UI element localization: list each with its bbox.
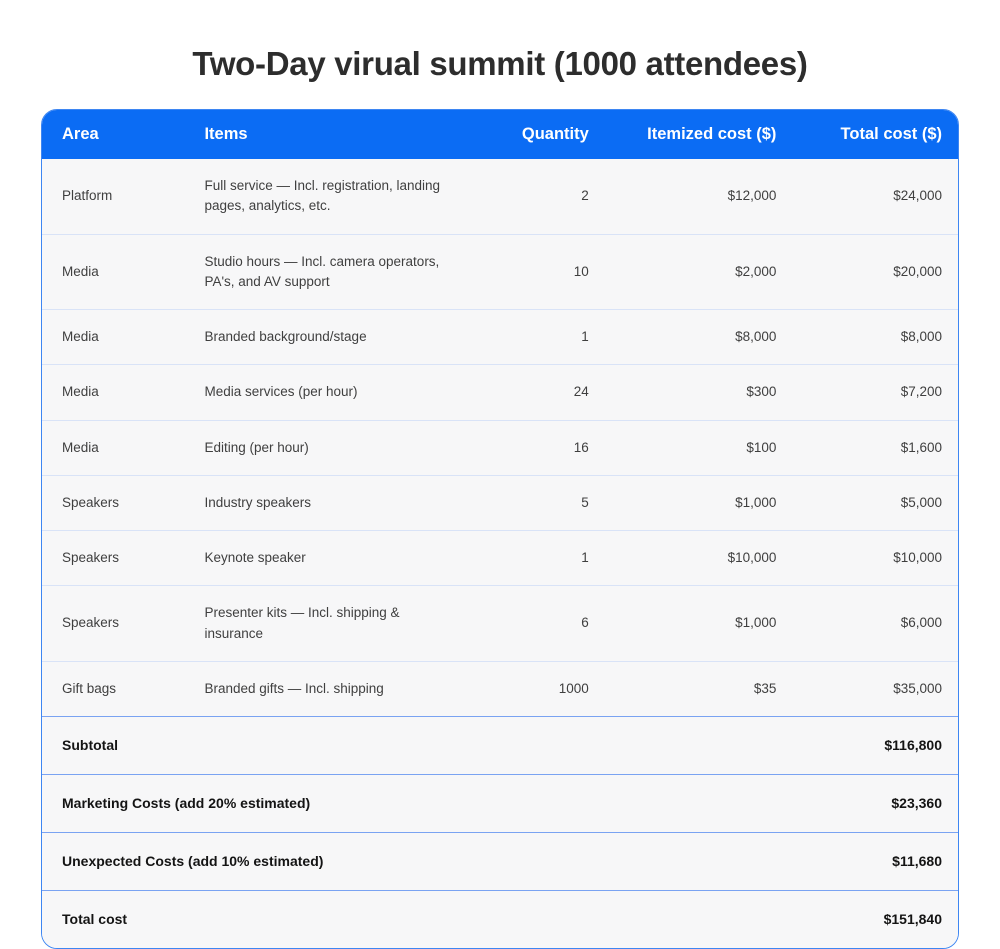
cell-total-cost: $1,600 bbox=[792, 420, 958, 475]
table-row bbox=[42, 475, 958, 530]
cell-itemized-cost: $300 bbox=[605, 365, 793, 420]
summary-label: Unexpected Costs (add 10% estimated) bbox=[42, 833, 792, 891]
cell-area: Media bbox=[42, 310, 184, 365]
table-row bbox=[42, 531, 958, 586]
header-row bbox=[42, 110, 958, 159]
cell-total-cost: $5,000 bbox=[792, 475, 958, 530]
summary-label: Marketing Costs (add 20% estimated) bbox=[42, 775, 792, 833]
cell-quantity: 1 bbox=[465, 310, 604, 365]
table-body bbox=[42, 159, 958, 948]
table-row bbox=[42, 234, 958, 310]
cell-itemized-cost: $8,000 bbox=[605, 310, 793, 365]
summary-row bbox=[42, 891, 958, 949]
cell-item: Branded gifts — Incl. shipping bbox=[184, 661, 465, 716]
table-row bbox=[42, 159, 958, 234]
cell-item: Industry speakers bbox=[184, 475, 465, 530]
cell-itemized-cost: $10,000 bbox=[605, 531, 793, 586]
cell-total-cost: $20,000 bbox=[792, 234, 958, 310]
cost-table-card bbox=[41, 109, 959, 949]
cell-area: Media bbox=[42, 420, 184, 475]
cell-total-cost: $8,000 bbox=[792, 310, 958, 365]
cell-quantity: 2 bbox=[465, 159, 604, 234]
summary-value: $11,680 bbox=[792, 833, 958, 891]
cell-quantity: 5 bbox=[465, 475, 604, 530]
cell-item: Studio hours — Incl. camera operators, PA's, and AV support bbox=[184, 234, 465, 310]
cell-total-cost: $24,000 bbox=[792, 159, 958, 234]
table-row bbox=[42, 365, 958, 420]
cell-item: Editing (per hour) bbox=[184, 420, 465, 475]
column-header-items: Items bbox=[184, 110, 465, 159]
table-row bbox=[42, 661, 958, 716]
cell-quantity: 10 bbox=[465, 234, 604, 310]
cell-area: Media bbox=[42, 234, 184, 310]
table-row bbox=[42, 420, 958, 475]
cell-total-cost: $6,000 bbox=[792, 586, 958, 662]
summary-label: Subtotal bbox=[42, 717, 792, 775]
summary-value: $151,840 bbox=[792, 891, 958, 949]
cell-total-cost: $7,200 bbox=[792, 365, 958, 420]
cell-item: Keynote speaker bbox=[184, 531, 465, 586]
cell-item: Presenter kits — Incl. shipping & insurance bbox=[184, 586, 465, 662]
summary-row bbox=[42, 775, 958, 833]
cell-item: Media services (per hour) bbox=[184, 365, 465, 420]
cell-item: Branded background/stage bbox=[184, 310, 465, 365]
cell-total-cost: $35,000 bbox=[792, 661, 958, 716]
cell-area: Speakers bbox=[42, 531, 184, 586]
cell-itemized-cost: $1,000 bbox=[605, 475, 793, 530]
cell-item: Full service — Incl. registration, landing pages, analytics, etc. bbox=[184, 159, 465, 234]
cell-area: Speakers bbox=[42, 586, 184, 662]
column-header-area: Area bbox=[42, 110, 184, 159]
summary-row bbox=[42, 833, 958, 891]
cell-itemized-cost: $100 bbox=[605, 420, 793, 475]
cell-quantity: 6 bbox=[465, 586, 604, 662]
cell-itemized-cost: $35 bbox=[605, 661, 793, 716]
table-header bbox=[42, 110, 958, 159]
cell-total-cost: $10,000 bbox=[792, 531, 958, 586]
cell-area: Media bbox=[42, 365, 184, 420]
summary-value: $116,800 bbox=[792, 717, 958, 775]
cell-quantity: 24 bbox=[465, 365, 604, 420]
cell-quantity: 16 bbox=[465, 420, 604, 475]
cost-table bbox=[42, 110, 958, 948]
table-row bbox=[42, 310, 958, 365]
summary-row bbox=[42, 717, 958, 775]
cell-itemized-cost: $1,000 bbox=[605, 586, 793, 662]
cell-itemized-cost: $2,000 bbox=[605, 234, 793, 310]
cell-area: Speakers bbox=[42, 475, 184, 530]
column-header-itemized-cost: Itemized cost ($) bbox=[605, 110, 793, 159]
summary-value: $23,360 bbox=[792, 775, 958, 833]
column-header-quantity: Quantity bbox=[465, 110, 604, 159]
summary-label: Total cost bbox=[42, 891, 792, 949]
cell-itemized-cost: $12,000 bbox=[605, 159, 793, 234]
cell-quantity: 1 bbox=[465, 531, 604, 586]
cell-quantity: 1000 bbox=[465, 661, 604, 716]
cell-area: Gift bags bbox=[42, 661, 184, 716]
column-header-total-cost: Total cost ($) bbox=[792, 110, 958, 159]
table-row bbox=[42, 586, 958, 662]
cell-area: Platform bbox=[42, 159, 184, 234]
page-title: Two-Day virual summit (1000 attendees) bbox=[192, 45, 808, 82]
